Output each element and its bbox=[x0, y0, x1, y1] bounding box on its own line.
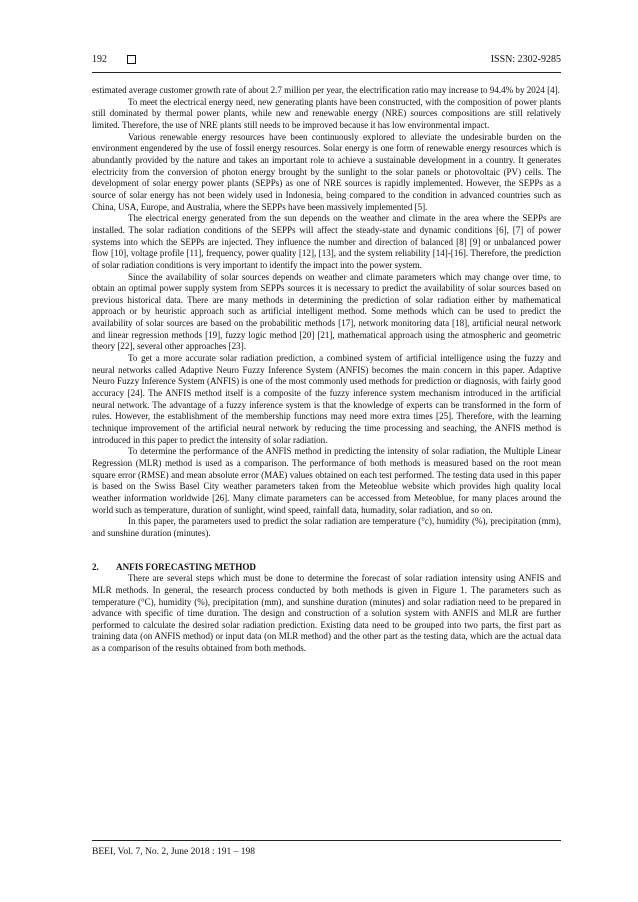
paragraph-7: To determine the performance of the ANFIS method in predicting the intensity of solar radiation, the Multiple Linear Regression (MLR) method is used as a comparison. The performance of both methods is measured based on the root mean square error (RMSE) and mean absolute error (MAE) values obtained on each test performed. The testing data used in this paper is based on the Swiss Basel City weather parameters taken from the Meteoblue website which provides high quality local weather information worldwide [26]. Many climate parameters can be accessed from Meteoblue, for many places around the world such as temperature, duration of sunlight, wind speed, rainfall data, humadity, solar radiation, and so on. bbox=[92, 446, 561, 515]
footer-rule bbox=[92, 840, 561, 841]
page-footer bbox=[92, 840, 561, 857]
header-rule bbox=[92, 72, 561, 73]
section-paragraph-1: There are several steps which must be done to determine the forecast of solar radiation intensity using ANFIS and MLR methods. In general, the research process conducted by both methods is given in Figure 1. The parameters such as temperature (°C), humidity (%), precipitation (mm), and sunshine duration (minutes) and solar radiation need to be prepared in advance with specific of time duration. The design and construction of a solution system with ANFIS and MLR are further performed to calculate the desired solar radiation prediction. Existing data need to be grouped into two parts, the first part as training data (on ANFIS method) or input data (on MLR method) and the other part as the testing data, which are the actual data as a comparison of the results obtained from both methods. bbox=[92, 573, 561, 654]
body-text bbox=[92, 85, 561, 655]
paragraph-5: Since the availability of solar sources depends on weather and climate parameters which may change over time, to obtain an optimal power supply system from SEPPs sources it is necessary to predict the availability of solar sources based on previous historical data. There are many methods in determining the prediction of solar radiation either by mathematical approach or by heuristic approach such as artificial intelligent method. Some methods which can be used to predict the availability of solar sources are based on the probabilitic methods [17], network monitoring data [18], artificial neural network and linear regression methods [19], fuzzy logic method [20] [21], mathematical approach using the atmospheric and geometric theory [22], several other approaches [23]. bbox=[92, 271, 561, 352]
paragraph-1: estimated average customer growth rate of about 2.7 million per year, the electrification ratio may increase to 94.4% by 2024 [4]. bbox=[92, 85, 560, 95]
section-title: ANFIS FORECASTING METHOD bbox=[116, 561, 256, 572]
paragraph-8: In this paper, the parameters used to predict the solar radiation are temperature (°c), humidity (%), precipitation (mm), and sunshine duration (minutes). bbox=[92, 516, 561, 538]
section-number: 2. bbox=[92, 561, 99, 572]
paragraph-2: To meet the electrical energy need, new generating plants have been constructed, with the composition of power plants still dominated by thermal power plants, while new and renewable energy (NRE) sources compositions are still relatively limited. Therefore, the use of NRE plants still needs to be improved because it has low environmental impact. bbox=[92, 96, 561, 130]
page-header bbox=[92, 54, 561, 70]
paper-page bbox=[92, 54, 561, 655]
issn-label: ISSN: 2302-9285 bbox=[490, 54, 561, 65]
paragraph-4: The electrical energy generated from the sun depends on the weather and climate in the area where the SEPPs are installed. The solar radiation conditions of the SEPPs will affect the steady-state and dynamic conditions [6], [7] of power systems into which the SEPPs are injected. They influence the number and direction of balanced [8] [9] or unbalanced power flow [10], voltage profile [11], frequency, power quality [12], [13], and the system reliability [14]-[16]. Therefore, the prediction of solar radiation conditions is very important to identify the impact into the power system. bbox=[92, 213, 561, 270]
section-heading bbox=[92, 562, 561, 574]
footer-citation: BEEI, Vol. 7, No. 2, June 2018 : 191 – 198 bbox=[92, 847, 255, 857]
square-icon bbox=[127, 55, 136, 64]
page-number: 192 bbox=[92, 54, 107, 65]
paragraph-6: To get a more accurate solar radiation prediction, a combined system of artificial intelligence using the fuzzy and neural networks called Adaptive Neuro Fuzzy Inference System (ANFIS) becomes the main concern in this paper. Adaptive Neuro Fuzzy Inference System (ANFIS) is one of the most commonly used methods for prediction or diagnosis, with fairly good accuracy [24]. The ANFIS method itself is a composite of the fuzzy inference system mechanism introduced in the artificial neural network. The advantage of a fuzzy inference system is that the knowledge of experts can be transformed in the form of rules. However, the establishment of the membership functions may need more extra times [25]. Therefore, with the learning technique improvement of the artificial neural network by reducing the time processing and seaching, the ANFIS method is introduced in this paper to predict the intensity of solar radiation. bbox=[92, 353, 561, 445]
paragraph-3: Various renewable energy resources have been continuously explored to alleviate the undesirable burden on the environment engendered by the use of fossil energy resources. Solar energy is one form of renewable energy resources which is abundantly provided by the nature and takes an important role to achieve a sustainable development in a country. It generates electricity from the conversion of photon energy brought by the sunlight to the solar panels or photovoltaic (PV) cells. The development of solar energy power plants (SEPPs) as one of NRE sources is rapidly implemented. However, the SEPPs as a source of solar energy has not been widely used in Indonesia, being compared to the condition in advanced countries such as China, USA, Europe, and Australia, where the SEPPs have been massively implemented [5]. bbox=[92, 131, 561, 212]
